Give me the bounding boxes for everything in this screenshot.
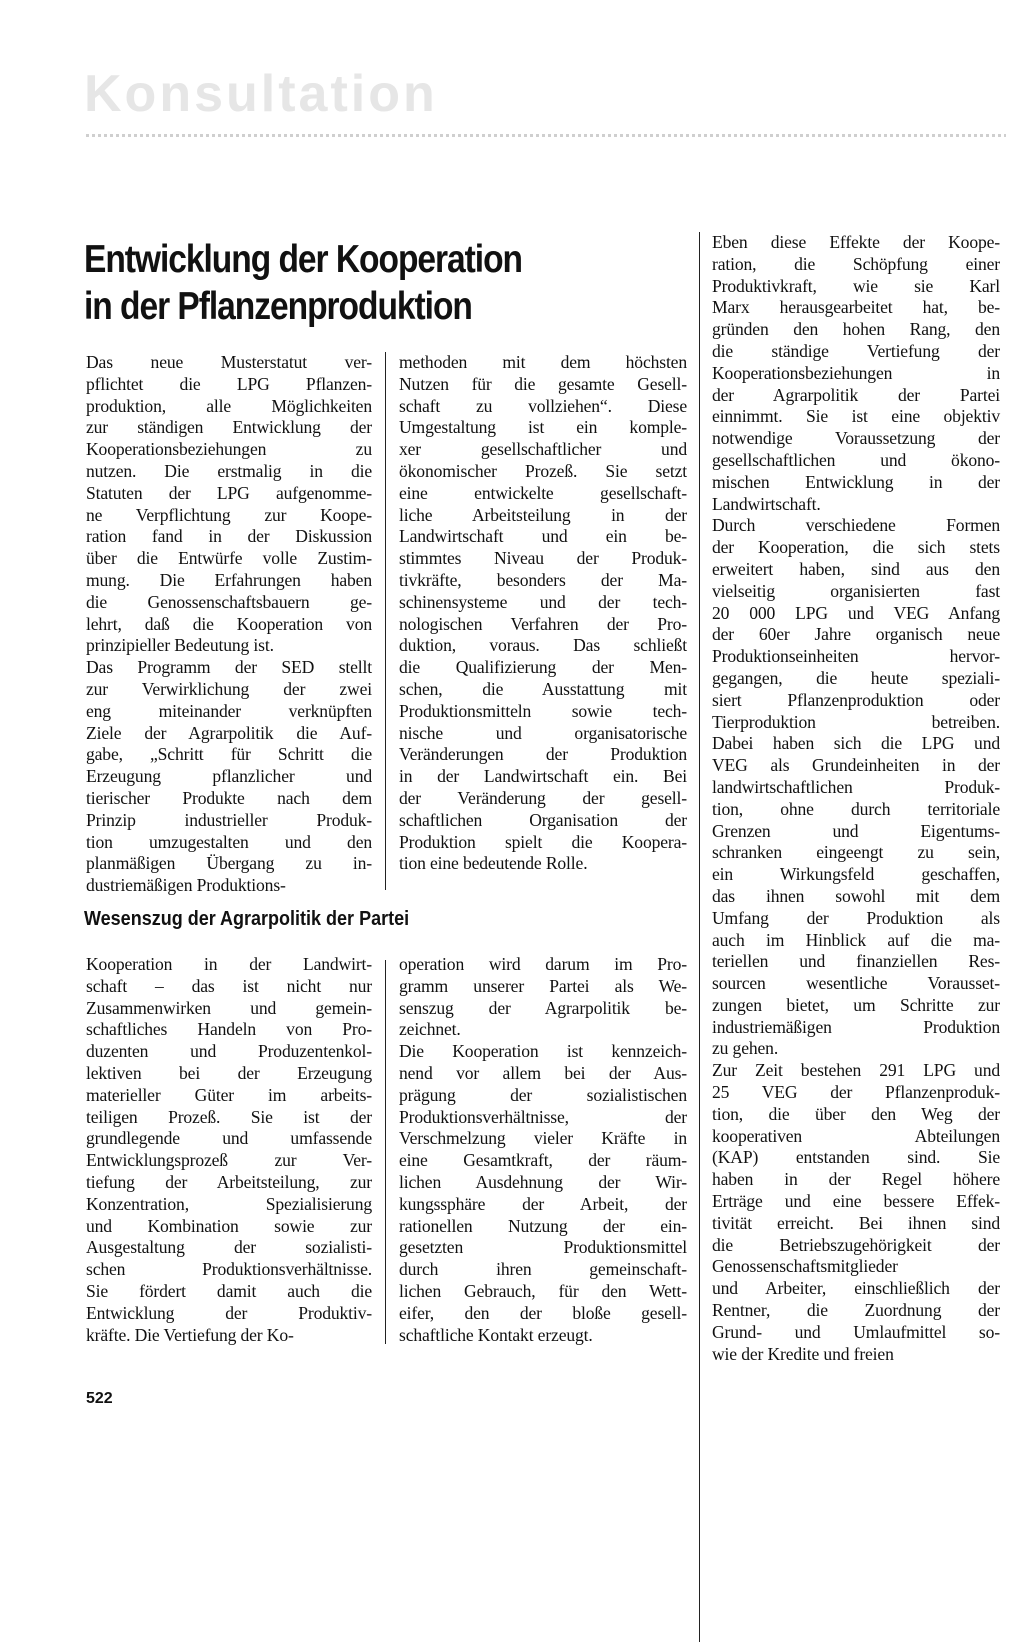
text-line: Statuten der LPG aufgenomme- [86, 482, 372, 503]
text-line: der Agrarpolitik der Partei [712, 384, 1000, 405]
text-line: der 60er Jahre organisch neue [712, 624, 1000, 645]
text-line: Grenzen und Eigentums- [712, 820, 1000, 841]
text-line: gabe, „Schritt für Schritt die [86, 744, 372, 765]
text-line: zur Verwirklichung der zwei [86, 678, 372, 699]
text-line: vielseitig organisierten fast [712, 580, 1000, 601]
text-line: haben in der Regel höhere [712, 1169, 1000, 1190]
text-line: senszug der Agrarpolitik be- [399, 997, 687, 1018]
column-top-middle [399, 352, 687, 875]
text-line: Zur Zeit bestehen 291 LPG und [712, 1060, 1000, 1081]
text-line: gramm unserer Partei als We- [399, 975, 687, 996]
text-line: tion, die über den Weg der [712, 1103, 1000, 1124]
text-line: grundlegende und umfassende [86, 1128, 372, 1149]
text-line: Umfang der Produktion als [712, 907, 1000, 928]
text-line: nutzen. Die erstmalig in die [86, 460, 372, 481]
text-line: schinensysteme und der tech- [399, 591, 687, 612]
text-line: lichen Gebrauch, für den Wett- [399, 1280, 687, 1301]
text-line: Das neue Musterstatut ver- [86, 352, 372, 372]
text-line: Ziele der Agrarpolitik die Auf- [86, 722, 372, 743]
page-number: 522 [86, 1390, 113, 1407]
text-line: Entwicklungsprozeß zur Ver- [86, 1150, 372, 1171]
article-title [84, 236, 600, 330]
text-line: ökonomischer Prozeß. Sie setzt [399, 460, 687, 481]
text-line: nend vor allem bei der Aus- [399, 1062, 687, 1083]
text-line: materieller Güter im arbeits- [86, 1084, 372, 1105]
text-line: Durch verschiedene Formen [712, 515, 1000, 536]
text-line: tivkräfte, besonders der Ma- [399, 569, 687, 590]
text-line: in der Landwirtschaft ein. Bei [399, 766, 687, 787]
text-line: einnimmt. Sie ist eine objektiv [712, 406, 1000, 427]
text-line: zungen bietet, um Schritte zur [712, 994, 1000, 1015]
text-line: Zusammenwirken und gemein- [86, 997, 372, 1018]
text-line: duktion, voraus. Das schließt [399, 635, 687, 656]
column-bottom-left [86, 954, 372, 1346]
text-line: schaft zu vollziehen“. Diese [399, 395, 687, 416]
text-line: stimmtes Niveau der Produk- [399, 548, 687, 569]
text-line: teiligen Prozeß. Sie ist der [86, 1106, 372, 1127]
text-line: nologischen Verfahren der Pro- [399, 613, 687, 634]
text-line: Sie fördert damit auch die [86, 1280, 372, 1301]
column-divider [385, 960, 386, 1344]
text-line: Nutzen für die gesamte Gesell- [399, 373, 687, 394]
column-top-left [86, 352, 372, 897]
text-line: schranken eingeengt zu sein, [712, 842, 1000, 863]
kicker-rule [86, 134, 1006, 137]
text-line: ration, die Schöpfung einer [712, 253, 1000, 274]
text-line: eifer, den der bloße gesell- [399, 1302, 687, 1323]
text-line: mischen Entwicklung in der [712, 471, 1000, 492]
text-line: Die Kooperation ist kennzeich- [399, 1041, 687, 1062]
text-line: ne Verpflichtung zur Koope- [86, 504, 372, 525]
text-line: zeichnet. [399, 1019, 461, 1040]
column-divider [699, 232, 700, 1642]
text-line: siert Pflanzenproduktion oder [712, 689, 1000, 710]
text-line: tivität erreicht. Bei ihnen sind [712, 1212, 1000, 1233]
text-line: Verschmelzung vieler Kräfte in [399, 1128, 687, 1149]
text-line: schen, die Ausstattung mit [399, 678, 687, 699]
text-line: prinzipieller Bedeutung ist. [86, 635, 274, 656]
text-line: xer gesellschaftlicher und [399, 439, 687, 460]
text-line: Kooperation in der Landwirt- [86, 954, 372, 974]
text-line: (KAP) entstanden sind. Sie [712, 1147, 1000, 1168]
text-line: schaftliche Kontakt erzeugt. [399, 1324, 593, 1345]
text-line: methoden mit dem höchsten [399, 352, 687, 372]
text-line: Veränderungen der Produktion [399, 744, 687, 765]
text-line: liche Arbeitsteilung in der [399, 504, 687, 525]
text-line: Produktion spielt die Koopera- [399, 831, 687, 852]
column-right [712, 232, 1000, 1365]
text-line: notwendige Voraussetzung der [712, 428, 1000, 449]
text-line: duzenten und Produzentenkol- [86, 1041, 372, 1062]
text-line: der Kooperation, die sich stets [712, 537, 1000, 558]
text-line: kräfte. Die Vertiefung der Ko- [86, 1324, 294, 1345]
text-line: operation wird darum im Pro- [399, 954, 687, 974]
column-divider [385, 352, 386, 890]
text-line: der Veränderung der gesell- [399, 787, 687, 808]
text-line: Eben diese Effekte der Koope- [712, 232, 1000, 252]
text-line: landwirtschaftlichen Produk- [712, 776, 1000, 797]
text-line: Erträge und eine bessere Effek- [712, 1191, 1000, 1212]
text-line: tierischer Produkte nach dem [86, 787, 372, 808]
text-line: ein Wirkungsfeld geschaffen, [712, 864, 1000, 885]
text-line: die ständige Vertiefung der [712, 340, 1000, 361]
text-line: Landwirtschaft. [712, 493, 821, 514]
text-line: teriellen und finanziellen Res- [712, 951, 1000, 972]
text-line: Dabei haben sich die LPG und [712, 733, 1000, 754]
text-line: schaftlichen Organisation der [399, 809, 687, 830]
text-line: Umgestaltung ist ein komple- [399, 417, 687, 438]
text-line: erweitert haben, sind aus den [712, 558, 1000, 579]
text-line: gründen den hohen Rang, den [712, 319, 1000, 340]
text-line: Produktionsverhältnisse, der [399, 1106, 687, 1127]
text-line: wie der Kredite und freien [712, 1343, 894, 1364]
text-line: lektiven bei der Erzeugung [86, 1062, 372, 1083]
text-line: nische und organisatorische [399, 722, 687, 743]
text-line: und Kombination sowie zur [86, 1215, 372, 1236]
text-line: ration fand in der Diskussion [86, 526, 372, 547]
text-line: eine Gesamtkraft, der räum- [399, 1150, 687, 1171]
text-line: kungssphäre der Arbeit, der [399, 1193, 687, 1214]
text-line: Grund- und Umlaufmittel so- [712, 1321, 1000, 1342]
text-line: und Arbeiter, einschließlich der [712, 1278, 1000, 1299]
text-line: Genossenschaftsmitglieder [712, 1256, 898, 1277]
text-line: Entwicklung der Produktiv- [86, 1302, 372, 1323]
text-line: Rentner, die Zuordnung der [712, 1300, 1000, 1321]
text-line: tiefung der Arbeitsteilung, zur [86, 1171, 372, 1192]
text-line: zu gehen. [712, 1038, 779, 1059]
section-kicker: Konsultation [84, 65, 438, 123]
text-line: über die Entwürfe volle Zustim- [86, 548, 372, 569]
text-line: sourcen wesentliche Vorausset- [712, 973, 1000, 994]
text-line: produktion, alle Möglichkeiten [86, 395, 372, 416]
text-line: auch im Hinblick auf die ma- [712, 929, 1000, 950]
text-line: Erzeugung pflanzlicher und [86, 766, 372, 787]
text-line: kooperativen Abteilungen [712, 1125, 1000, 1146]
title-line-1: Entwicklung der Kooperation [84, 238, 522, 281]
text-line: Produktivkraft, wie sie Karl [712, 275, 1000, 296]
text-line: gegangen, die heute speziali- [712, 667, 1000, 688]
text-line: Kooperationsbeziehungen zu [86, 439, 372, 460]
text-line: Das Programm der SED stellt [86, 657, 372, 678]
text-line: Ausgestaltung der sozialisti- [86, 1237, 372, 1258]
text-line: rationellen Nutzung der ein- [399, 1215, 687, 1236]
text-line: Landwirtschaft und ein be- [399, 526, 687, 547]
text-line: gesetzten Produktionsmittel [399, 1237, 687, 1258]
text-line: planmäßigen Übergang zu in- [86, 853, 372, 874]
text-line: industriemäßigen Produktion [712, 1016, 1000, 1037]
text-line: eng miteinander verknüpften [86, 700, 372, 721]
text-line: pflichtet die LPG Pflanzen- [86, 373, 372, 394]
text-line: Produktionsmitteln sowie tech- [399, 700, 687, 721]
text-line: Marx herausgearbeitet hat, be- [712, 297, 1000, 318]
text-line: Prinzip industrieller Produk- [86, 809, 372, 830]
text-line: VEG als Grundeinheiten in der [712, 755, 1000, 776]
text-line: Kooperationsbeziehungen in [712, 362, 1000, 383]
text-line: mung. Die Erfahrungen haben [86, 569, 372, 590]
text-line: die Betriebszugehörigkeit der [712, 1234, 1000, 1255]
text-line: das ihnen sowohl mit dem [712, 885, 1000, 906]
text-line: Produktionseinheiten hervor- [712, 646, 1000, 667]
column-bottom-middle [399, 954, 687, 1346]
subheading: Wesenszug der Agrarpolitik der Partei [84, 908, 410, 930]
text-line: schen Produktionsverhältnisse. [86, 1259, 372, 1280]
text-line: eine entwickelte gesellschaft- [399, 482, 687, 503]
text-line: Konzentration, Spezialisierung [86, 1193, 372, 1214]
text-line: schaft – das ist nicht nur [86, 975, 372, 996]
text-line: prägung der sozialistischen [399, 1084, 687, 1105]
title-line-2: in der Pflanzenproduktion [84, 285, 472, 328]
text-line: durch ihren gemeinschaft- [399, 1259, 687, 1280]
text-line: die Genossenschaftsbauern ge- [86, 591, 372, 612]
text-line: 20 000 LPG und VEG Anfang [712, 602, 1000, 623]
text-line: die Qualifizierung der Men- [399, 657, 687, 678]
text-line: Tierproduktion betreiben. [712, 711, 1000, 732]
text-line: tion umzugestalten und den [86, 831, 372, 852]
text-line: lehrt, daß die Kooperation von [86, 613, 372, 634]
text-line: dustriemäßigen Produktions- [86, 875, 286, 896]
text-line: 25 VEG der Pflanzenproduk- [712, 1082, 1000, 1103]
text-line: tion, ohne durch territoriale [712, 798, 1000, 819]
text-line: lichen Ausdehnung der Wir- [399, 1171, 687, 1192]
text-line: gesellschaftlichen und ökono- [712, 449, 1000, 470]
text-line: tion eine bedeutende Rolle. [399, 853, 588, 874]
text-line: schaftliches Handeln von Pro- [86, 1019, 372, 1040]
text-line: zur ständigen Entwicklung der [86, 417, 372, 438]
